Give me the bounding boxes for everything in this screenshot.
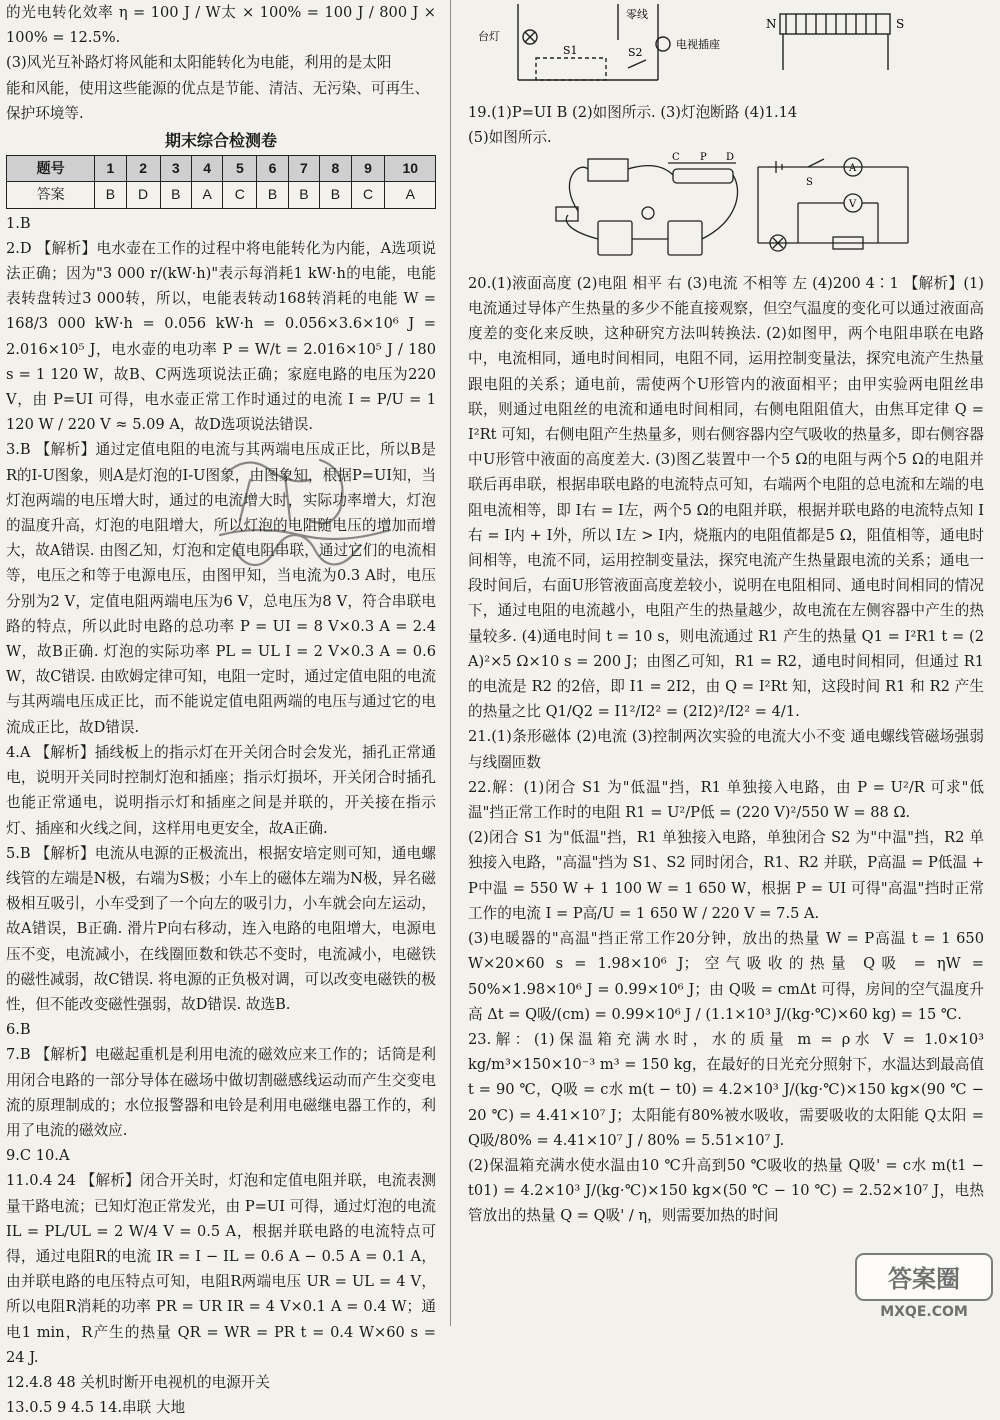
answer-item: 13.0.5 9 4.5 14.串联 大地 (6, 1399, 186, 1417)
table-cell: 2 (126, 156, 160, 182)
answer-item: 6.B (6, 1021, 31, 1039)
answer-item: (5)如图所示. (468, 129, 552, 147)
table-cell: 6 (257, 156, 288, 182)
table-cell: B (288, 182, 319, 208)
answer-table (6, 155, 436, 208)
answer-item: 23.解：(1)保温箱充满水时，水的质量 m = ρ水 V = 1.0×10³ kg/m³×150×10⁻³ m³ = 150 kg，在最好的日光充分照射下，水温达到最高值 t = 90 ℃，Q吸 = c水 m(t − t0) = 4.2×10³ J/(kg·℃)×150 kg×(90 ℃ − 20 ℃) = 4.41×10⁷ J；太阳能有80%被水吸收，需要吸收的太阳能 Q太阳 = Q吸/80% = 4.41×10⁷ J / 80% = 5.51×10⁷ J. (468, 1030, 984, 1149)
label-s2: S2 (628, 46, 643, 59)
table-cell: A (385, 182, 436, 208)
label-p: P (700, 151, 707, 163)
answer-item: 4.A 【解析】插线板上的指示灯在开关闭合时会发光，插孔正常通电，说明开关同时控制灯泡和插座；指示灯损坏，开关闭合时插孔也能正常通电，说明指示灯和插座之间是并联的，开关接在指示灯、插座和火线之间，这样用电更安全，故A正确. (6, 743, 436, 837)
table-cell: 10 (385, 156, 436, 182)
table-cell: C (351, 182, 385, 208)
answer-table-row (7, 182, 436, 208)
label-d: D (726, 151, 735, 163)
label-ammeter: A (849, 162, 857, 174)
label-n-pole: N (766, 17, 777, 31)
label-lamp: 台灯 (478, 30, 500, 43)
table-cell: 5 (223, 156, 257, 182)
label-voltmeter: V (849, 198, 857, 210)
table-cell: 3 (160, 156, 191, 182)
text-line: 的光电转化效率 η = 100 J / W太 × 100% = 100 J / 800 J × 100% = 12.5%. (6, 4, 436, 47)
answer-table-header (7, 156, 436, 182)
table-cell: 答案 (7, 182, 95, 208)
answer-item: 9.C 10.A (6, 1147, 70, 1165)
table-cell: 7 (288, 156, 319, 182)
answer-item: 21.(1)条形磁体 (2)电流 (3)控制两次实验的电流大小不变 通电螺线管磁场强弱与线圈匝数 (468, 728, 984, 771)
svg-text:答案圈: 答案圈 (888, 1265, 960, 1293)
section-title: 期末综合检测卷 (164, 131, 277, 151)
label-s1: S1 (563, 44, 578, 57)
label-switch-s: S (806, 176, 813, 188)
left-column (0, 0, 446, 1417)
table-cell: B (320, 182, 351, 208)
site-logo (854, 1252, 994, 1322)
label-tv-socket: 电视插座 (676, 38, 720, 51)
table-cell: D (126, 182, 160, 208)
answer-item: 22.解：(1)闭合 S1 为"低温"挡，R1 单独接入电路，由 P = U²/R 可求"低温"挡正常工作时的电阻 R1 = U²/P低 = (220 V)²/550 W = 88 Ω. (468, 778, 984, 822)
answer-item: (2)保温箱充满水使水温由10 ℃升高到50 ℃吸收的热量 Q吸' = c水 m(t1 − t01) = 4.2×10³ J/(kg·℃)×150 kg×(50 ℃ − 10 ℃) = 2.52×10⁷ J，电热管放出的热量 Q = Q吸' / η，则需要加热的时间 (468, 1156, 984, 1225)
circuit-figure-19 (468, 151, 984, 263)
table-cell: 1 (95, 156, 126, 182)
answer-item: 7.B 【解析】电磁起重机是利用电流的磁效应来工作的；话筒是利用闭合电路的一部分导体在磁场中做切割磁感线运动而产生交变电流的原理制成的；水位报警器和电铃是利用电磁继电器工作的，利用了电流的磁效应. (6, 1046, 436, 1139)
logo-site: MXQE.COM (880, 1304, 968, 1320)
table-cell: 4 (191, 156, 222, 182)
text-line: 保护环境等. (6, 104, 84, 122)
table-cell: 9 (351, 156, 385, 182)
label-c: C (672, 151, 680, 163)
label-s-pole: S (896, 17, 905, 31)
table-cell: A (191, 182, 222, 208)
answer-item: (3)电暖器的"高温"挡正常工作20分钟，放出的热量 W = P高温 t = 1 650 W×20×60 s = 1.98×10⁶ J；空气吸收的热量 Q吸 = ηW = 50%×1.98×10⁶ J = 0.99×10⁶ J；由 Q吸 = cmΔt 可得，房间的空气温度升高 Δt = Q吸/(cm) = 0.99×10⁶ J / (1.1×10³ J/(kg·℃)×60 kg) = 15 ℃. (468, 930, 984, 1023)
answer-item: 12.4.8 48 关机时断开电视机的电源开关 (6, 1373, 270, 1391)
table-cell: B (160, 182, 191, 208)
column-divider (450, 0, 451, 1326)
circuit-figure-top (468, 0, 984, 92)
answer-item: 20.(1)液面高度 (2)电阻 相平 右 (3)电流 不相等 左 (4)200 4∶1 【解析】(1)电流通过导体产生热量的多少不能直接观察，但空气温度的变化可以通过液面高度差的变化来反映，这种研究方法叫转换法. (2)如图甲，两个电阻串联在电路中，电流相同，通电时间相同，电阻不同，运用控制变量法，探究电流产生热量跟电阻的关系；通电前，需使两个U形管内的液面相平；由甲实验两电阻丝串联，则通过电阻丝的电流和通电时间相同，右侧电阻阻值大，由焦耳定律 Q = I²Rt 可知，右侧电阻产生热量多，则右侧容器内空气吸收的热量多，即右侧容器中U形管中液面的高度差大. (3)图乙装置中一个5 Ω的电阻与两个5 Ω的电阻并联后再串联，根据串联电路的电流特点可知，右端两个电阻的总电流和左端的电阻电流相等，即 I右 = I左，两个5 Ω的电阻并联，根据并联电路的电流特点知 I右 = I内 + I外，所以 I左 > I内，烧瓶内的电阻值都是5 Ω，阻值相等，通电时间相等，电流不同，运用控制变量法，探究电流产生热量跟电流的关系；通电一段时间后，右面U形管液面高度差较小，说明在电阻相同、通电时间相同的情况下，通过电阻的电流越小，电阻产生的热量越少，故电流在左侧容器中产生的热量较多. (4)通电时间 t = 10 s，则电流通过 R1 产生的热量 Q1 = I²R1 t = (2 A)²×5 Ω×10 s = 200 J；由图乙可知，R1 = R2，通电时间相同，但通过 R1 的电流是 R2 的2倍，即 I1 = 2I2，由 Q = I²Rt 知，这段时间 R1 和 R2 产生的热量之比 Q1/Q2 = I1²/I2² = (2I2)²/I2² = 4/1. (468, 274, 984, 721)
table-cell: B (257, 182, 288, 208)
right-column (454, 0, 1000, 1326)
answer-item: 2.D 【解析】电水壶在工作的过程中将电能转化为内能，A选项说法正确；因为"3 000 r/(kW·h)"表示每消耗1 kW·h的电能，电能表转盘转过3 000转，所以，电能表转动168转消耗的电能 W = 168/3 000 kW·h = 0.056 kW·h = 0.056×3.6×10⁶ J = 2.016×10⁵ J，电水壶的电功率 P = W/t = 2.016×10⁵ J / 180 s = 1 120 W，故B、C两选项说法正确；家庭电路的电压为220 V，由 P=UI 可得，电水壶正常工作时通过的电流 I = P/U = 1 120 W / 220 V ≈ 5.09 A，故D选项说法错误. (6, 239, 436, 434)
table-cell: C (223, 182, 257, 208)
table-cell: 8 (320, 156, 351, 182)
answer-item: 5.B 【解析】电流从电源的正极流出，根据安培定则可知，通电螺线管的左端是N极，右端为S极；小车上的磁体左端为N极，异名磁极相互吸引，小车受到了一个向左的吸引力，小车就会向左运动，故A错误，B正确. 滑片P向右移动，连入电路的电阻增大，电源电压不变，电流减小，在线圈匝数和铁芯不变时，电流减小，电磁铁的磁性减弱，故C错误. 将电源的正负极对调，可以改变电磁铁的极性，但不能改变磁性强弱，故D错误. 故选B. (6, 844, 436, 1013)
label-zero-line: 零线 (626, 8, 648, 21)
text-line: (3)风光互补路灯将风能和太阳能转化为电能，利用的是太阳 (6, 54, 392, 72)
text-line: 能和风能，使用这些能源的优点是节能、清洁、无污染、可再生、 (6, 79, 430, 97)
answer-item: 1.B (6, 214, 31, 232)
table-cell: 题号 (7, 156, 95, 182)
answer-item: 3.B 【解析】通过定值电阻的电流与其两端电压成正比，所以B是R的I-U图象，则A是灯泡的I-U图象，由图象知，根据P=UI知，当灯泡两端的电压增大时，通过的电流增大时，实际功率增大，灯泡的温度升高，灯泡的电阻增大，所以灯泡的电阻随电压的增加而增大，故A错误. 由图乙知，灯泡和定值电阻串联，通过它们的电流相等，电压之和等于电源电压，由图甲知，当电流为0.3 A时，电压分别为2 V，定值电阻两端电压为6 V，总电压为8 V，符合串联电路的特点，所以此时电路的总功率 P = UI = 8 V×0.3 A = 2.4 W，故B正确. 灯泡的实际功率 PL = UL I = 2 V×0.3 A = 0.6 W，故C错误. 由欧姆定律可知，电阻一定时，通过定值电阻的电流与其两端电压成正比，而不能说定值电阻两端的电压与通过它的电流成正比，故D错误. (6, 441, 436, 736)
answer-item: 11.0.4 24 【解析】闭合开关时，灯泡和定值电阻并联，电流表测量干路电流；已知灯泡正常发光，由 P=UI 可得，通过灯泡的电流 IL = PL/UL = 2 W/4 V = 0.5 A，根据并联电路的电流特点可得，通过电阻R的电流 IR = I − IL = 0.6 A − 0.5 A = 0.1 A，由并联电路的电压特点可知，电阻R两端电压 UR = UL = 4 V，所以电阻R消耗的功率 PR = UR IR = 4 V×0.1 A = 0.4 W；通电1 min，R产生的热量 QR = WR = PR t = 0.4 W×60 s = 24 J. (6, 1172, 436, 1366)
table-cell: B (95, 182, 126, 208)
answer-item: (2)闭合 S1 为"低温"挡，R1 单独接入电路，单独闭合 S2 为"中温"挡，R2 单独接入电路，"高温"挡为 S1、S2 同时闭合，R1、R2 并联，P高温 = P低温 + P中温 = 550 W + 1 100 W = 1 650 W，根据 P = UI 可得"高温"挡时正常工作的电流 I = P高/U = 1 650 W / 220 V = 7.5 A. (468, 829, 984, 922)
answer-item: 19.(1)P=UI B (2)如图所示. (3)灯泡断路 (4)1.14 (468, 104, 798, 122)
